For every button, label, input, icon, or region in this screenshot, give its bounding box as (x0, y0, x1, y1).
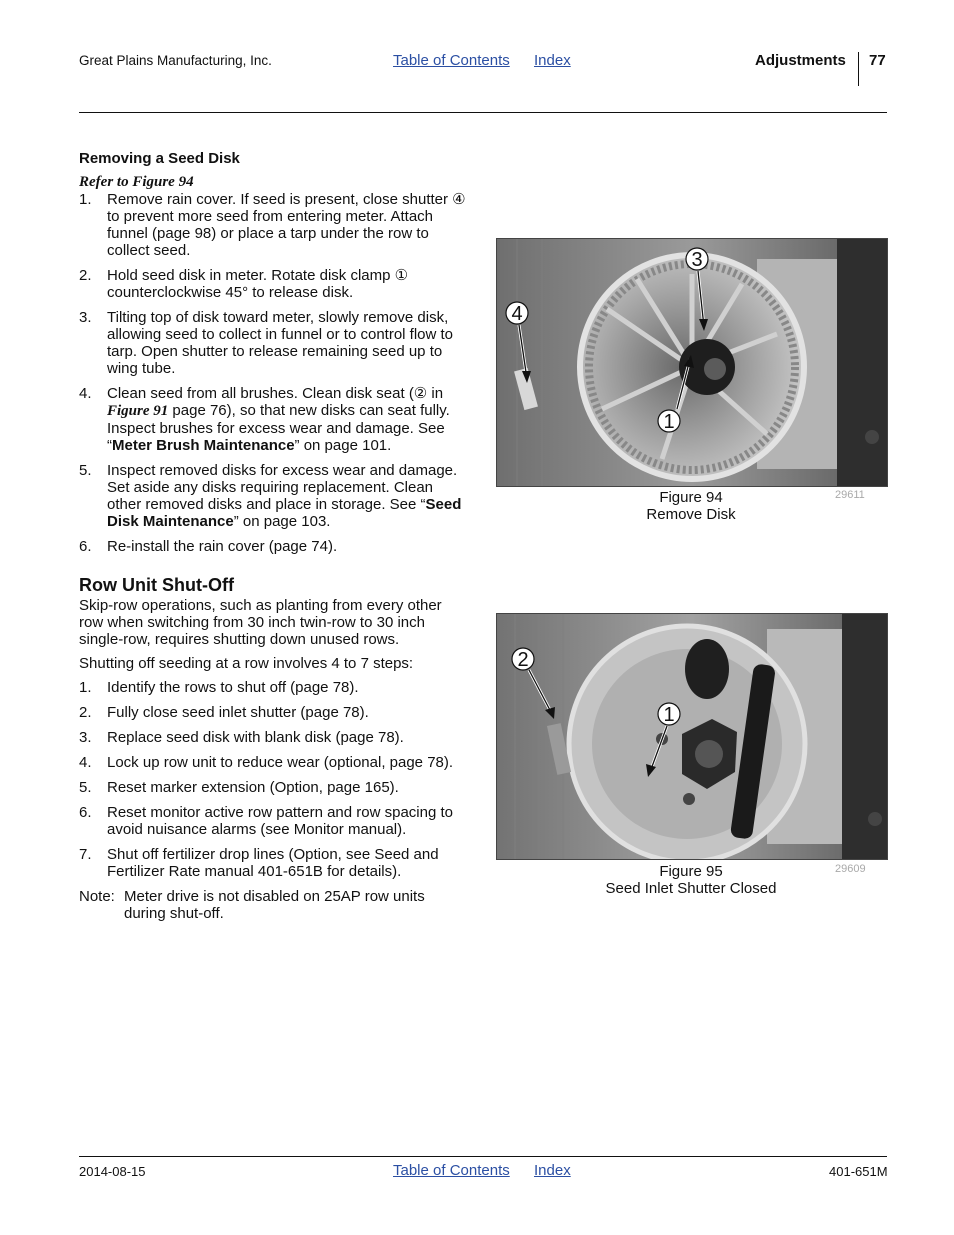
callout-1: 1 (663, 411, 675, 433)
header-rule (79, 112, 887, 113)
removing-steps-list (79, 191, 469, 555)
figure-94-number: Figure 94 (659, 489, 723, 506)
seed-meter-disk-illustration (497, 239, 887, 486)
shutoff-steps-list (79, 679, 469, 880)
figure-94-caption (496, 489, 886, 523)
list-item: 5. Inspect removed disks for excess wear and damage. Set aside any disks requiring replacement. Clean other removed disks and place in storage. See “Seed Disk Maintenance” on page 103. (79, 462, 462, 530)
callout-2: 2 (517, 649, 529, 671)
list-item: 3. Tilting top of disk toward meter, slowly remove disk, allowing seed to collect in funnel or to control flow to tarp. Open shutter to release remaining seed up to wing tube. (79, 309, 454, 377)
list-item: 2. Fully close seed inlet shutter (page 78). (79, 704, 369, 721)
footer-toc-link[interactable]: Table of Contents (393, 1162, 510, 1179)
figure-94-photo (496, 238, 888, 487)
list-item: 1. Remove rain cover. If seed is present, close shutter ④ to prevent more seed from entering meter. Attach funnel (page 98) or place a tarp under the row to collect seed. (79, 191, 466, 259)
list-item: 4. Clean seed from all brushes. Clean disk seat (② in Figure 91 page 76), so that new disks can seat fully. Inspect brushes for excess wear and damage. See “Meter Brush Maintenance” on page 101. (79, 385, 450, 454)
section-title: Adjustments (755, 52, 846, 69)
figure-95-title: Seed Inlet Shutter Closed (605, 880, 777, 897)
company-name: Great Plains Manufacturing, Inc. (79, 53, 272, 68)
note (79, 888, 469, 922)
footer-rule (79, 1156, 887, 1157)
list-item: 4. Lock up row unit to reduce wear (optional, page 78). (79, 754, 454, 771)
figure-91-reference: Figure 91 (107, 403, 169, 419)
figure-95-photo (496, 613, 888, 860)
list-item: 2. Hold seed disk in meter. Rotate disk clamp ① counterclockwise 45° to release disk. (79, 267, 409, 301)
figure-reference: Refer to Figure 94 (79, 174, 194, 190)
footer-manual-number: 401-651M (829, 1164, 888, 1179)
shutoff-intro: Skip-row operations, such as planting from every other row when switching from 30 inch twin-row to 30 inch single-row, requires shutting down unused rows. (79, 597, 442, 648)
meter-brush-maintenance-ref: Meter Brush Maintenance (112, 437, 295, 454)
list-item: 6. Re-install the rain cover (page 74). (79, 538, 338, 555)
figure-95-caption (496, 863, 886, 897)
footer-date: 2014-08-15 (79, 1164, 146, 1179)
list-item: 1. Identify the rows to shut off (page 78). (79, 679, 359, 696)
callout-3: 3 (691, 249, 703, 271)
seed-inlet-shutter-illustration (497, 614, 887, 859)
shutoff-lead: Shutting off seeding at a row involves 4 to 7 steps: (79, 655, 414, 672)
figure-95-number: Figure 95 (659, 863, 723, 880)
figure-94-file-number: 29611 (835, 489, 865, 501)
note-label: Note: (79, 888, 115, 905)
note-text: Meter drive is not disabled on 25AP row units during shut-off. (124, 888, 425, 922)
row-unit-shutoff-heading: Row Unit Shut-Off (79, 575, 234, 595)
list-item: 6. Reset monitor active row pattern and row spacing to avoid nuisance alarms (see Monitor manual). (79, 804, 454, 838)
page-number: 77 (869, 52, 886, 69)
list-item: 7. Shut off fertilizer drop lines (Option, see Seed and Fertilizer Rate manual 401-651B for details). (79, 846, 439, 880)
list-item: 5. Reset marker extension (Option, page 165). (79, 779, 399, 796)
callout-4: 4 (511, 303, 523, 325)
removing-seed-disk-heading: Removing a Seed Disk (79, 150, 240, 167)
header-toc-link[interactable]: Table of Contents (393, 52, 510, 69)
footer-index-link[interactable]: Index (534, 1162, 571, 1179)
figure-94-title: Remove Disk (646, 506, 736, 523)
list-item: 3. Replace seed disk with blank disk (page 78). (79, 729, 404, 746)
seed-disk-maintenance-ref: Seed Disk Maintenance (107, 496, 462, 530)
left-column (79, 150, 469, 922)
callout-1: 1 (663, 704, 675, 726)
header-divider (858, 52, 859, 86)
header-index-link[interactable]: Index (534, 52, 571, 69)
figure-95-file-number: 29609 (835, 863, 866, 875)
